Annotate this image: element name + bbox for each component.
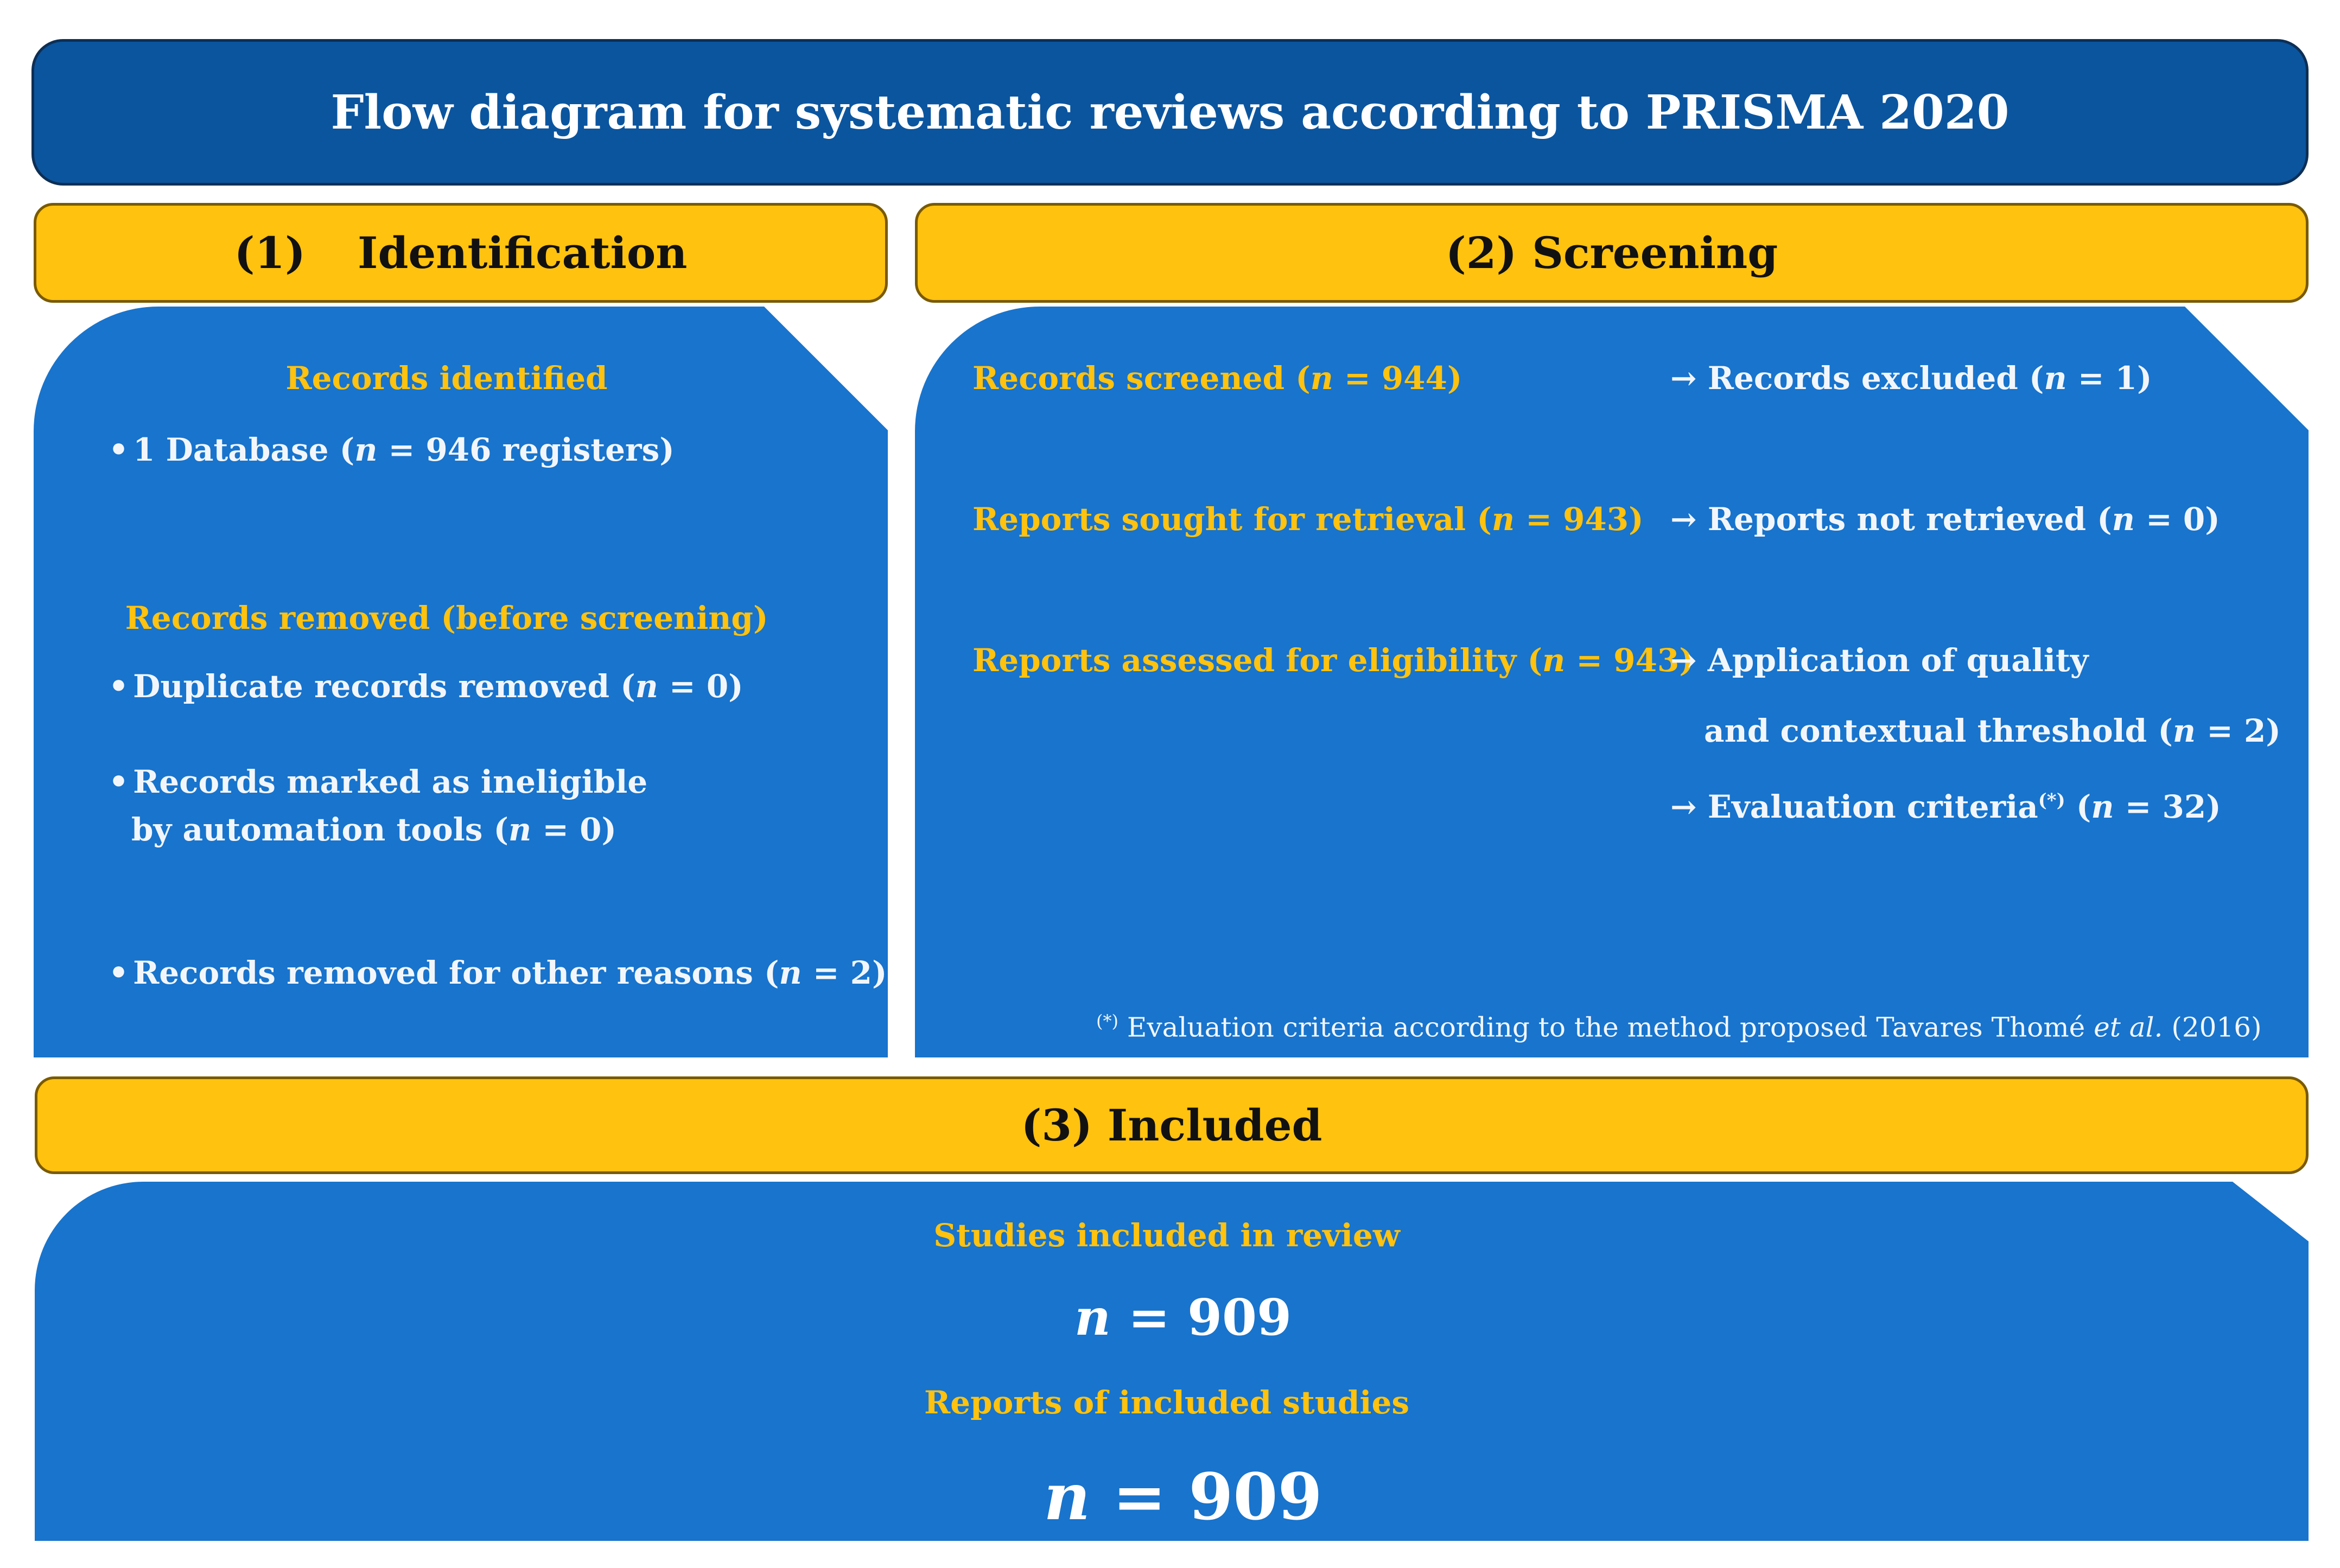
screening-header [915, 203, 2309, 303]
records-excluded: → Records excluded (n = 1) [1670, 360, 2152, 397]
identification-label: Identification [358, 227, 688, 278]
included-header [35, 1076, 2309, 1174]
reports-not-retrieved: → Reports not retrieved (n = 0) [1670, 501, 2220, 538]
screening-label: (2) Screening [1445, 227, 1778, 278]
reports-assessed: Reports assessed for eligibility (n = 943) [972, 642, 1694, 679]
records-removed-heading: Records removed (before screening) [125, 600, 768, 636]
title-bar [31, 39, 2309, 186]
quality-threshold-line2: and contextual threshold (n = 2) [1704, 712, 2281, 749]
included-label: (3) Included [1021, 1100, 1322, 1151]
duplicate-records-item: • Duplicate records removed (n = 0) [109, 671, 743, 702]
footnote: (*) Evaluation criteria according to the method proposed Tavares Thomé et al. (2016) [1096, 1011, 2262, 1043]
reports-sought: Reports sought for retrieval (n = 943) [972, 501, 1644, 538]
reports-included-heading: Reports of included studies [924, 1384, 1410, 1421]
database-item: • 1 Database (n = 946 registers) [109, 434, 675, 466]
studies-included-count: n = 909 [1074, 1288, 1292, 1347]
ineligible-records-item-cont: by automation tools (n = 0) [131, 811, 616, 848]
studies-included-heading: Studies included in review [933, 1217, 1400, 1254]
ineligible-records-item: • Records marked as ineligible [109, 766, 647, 798]
diagram-title: Flow diagram for systematic reviews according to PRISMA 2020 [330, 85, 2010, 140]
other-reasons-item: • Records removed for other reasons (n = 2) [109, 957, 887, 989]
quality-threshold-line1: → Application of quality [1670, 642, 2089, 679]
records-identified-heading: Records identified [285, 360, 608, 397]
identification-header [34, 203, 888, 303]
identification-number: (1) [234, 227, 306, 278]
reports-included-count: n = 909 [1044, 1459, 1322, 1534]
evaluation-criteria: → Evaluation criteria(*) (n = 32) [1670, 788, 2221, 825]
screening-panel [915, 307, 2309, 1057]
records-screened: Records screened (n = 944) [972, 360, 1462, 397]
